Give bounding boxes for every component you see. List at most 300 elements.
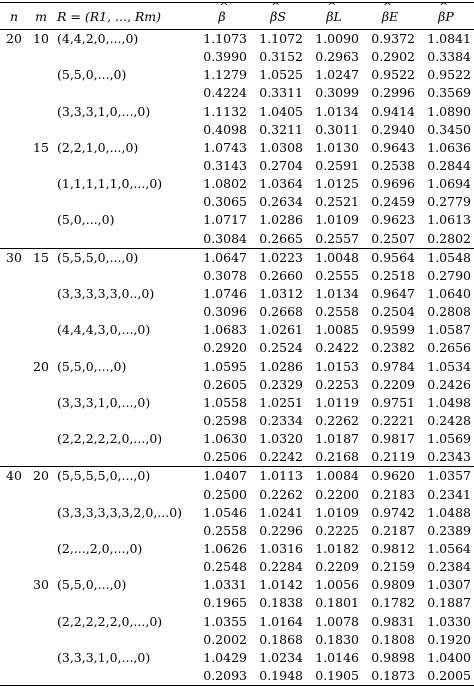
cell-m: [28, 285, 54, 303]
cell-beta-l: 0.1830: [315, 631, 359, 647]
cell-scheme: [54, 48, 194, 66]
cell-beta: 0.2506: [203, 449, 247, 465]
cell-scheme: (5,5,5,0,...,0): [57, 249, 139, 265]
cell-beta-l: 1.0182: [315, 541, 359, 556]
cell-beta-l: 1.0078: [315, 613, 359, 629]
cell-n: [0, 448, 28, 467]
cell-n: [0, 84, 28, 102]
cell-beta-e: 0.2538: [371, 158, 415, 174]
cell-beta-l: 1.0119: [315, 394, 359, 410]
cell-n: [0, 211, 28, 229]
cell-n: [0, 321, 28, 339]
cell-beta-e: 0.9620: [371, 468, 415, 484]
cell-n: [0, 175, 28, 193]
results-table: [0, 2, 474, 686]
cell-beta-p: 0.2802: [427, 230, 471, 246]
cell-n: [0, 267, 28, 285]
cell-beta-l: 1.0125: [315, 176, 359, 192]
cell-beta-p: 0.1920: [427, 631, 471, 647]
cell-n: [0, 430, 28, 448]
cell-scheme: (3,3,3,3,3,3,2,0,...0): [57, 504, 183, 520]
cell-beta: 0.3078: [203, 267, 247, 283]
cell-beta: 1.0802: [203, 176, 247, 192]
cell-scheme: [54, 193, 194, 211]
cell-beta-s: 0.1948: [259, 667, 303, 683]
cell-m: 20: [33, 358, 49, 374]
cell-m: [28, 66, 54, 84]
table-row: [0, 211, 474, 229]
cell-n: [0, 594, 28, 612]
cell-beta-s: 1.0364: [259, 176, 303, 192]
cell-n: [0, 230, 28, 249]
cell-beta-s: 0.3211: [259, 121, 303, 137]
cell-beta-l: 1.0085: [315, 322, 359, 338]
header-beta: ^ β: [194, 3, 250, 30]
cell-beta: 1.0595: [203, 358, 247, 374]
cell-beta-e: 0.9809: [371, 577, 415, 593]
cell-beta-e: 0.2119: [371, 449, 415, 465]
table-row: [0, 303, 474, 321]
cell-beta-s: 0.2634: [259, 194, 303, 210]
cell-n: [0, 303, 28, 321]
cell-beta-l: 0.2555: [315, 267, 359, 283]
cell-beta-s: 1.0525: [259, 67, 303, 83]
cell-beta-p: 1.0890: [427, 103, 471, 119]
cell-beta-l: 0.3099: [315, 85, 359, 101]
table-row: [0, 613, 474, 631]
cell-beta-p: 1.0613: [427, 212, 471, 228]
cell-scheme: (5,5,0,...,0): [57, 577, 127, 593]
cell-beta: 0.2548: [203, 559, 247, 575]
cell-scheme: [54, 412, 194, 430]
cell-beta-p: 1.0330: [427, 613, 471, 629]
cell-beta: 0.2598: [203, 413, 247, 429]
table-row: [0, 48, 474, 66]
cell-beta-s: 0.2668: [259, 304, 303, 320]
cell-beta-s: 1.0164: [259, 613, 303, 629]
cell-beta-e: 0.2940: [371, 121, 415, 137]
cell-beta-p: 1.0534: [427, 358, 471, 374]
table-row: [0, 248, 474, 267]
table-row: [0, 558, 474, 576]
cell-beta-p: 0.2005: [427, 667, 471, 683]
cell-scheme: [54, 339, 194, 357]
cell-beta-p: 0.9522: [427, 67, 471, 83]
cell-beta-l: 1.0134: [315, 286, 359, 302]
cell-beta-e: 0.9742: [371, 504, 415, 520]
cell-beta-l: 0.2225: [315, 522, 359, 538]
header-scheme: R = (R1, ..., Rm): [57, 8, 162, 24]
cell-scheme: [54, 558, 194, 576]
cell-n: [0, 193, 28, 211]
cell-beta-p: 0.3384: [427, 49, 471, 65]
cell-beta-l: 0.2253: [315, 376, 359, 392]
cell-m: 10: [33, 31, 49, 47]
cell-beta-l: 1.0146: [315, 649, 359, 665]
cell-scheme: (5,0,...,0): [57, 212, 115, 228]
cell-scheme: (1,1,1,1,1,0,...,0): [57, 176, 163, 192]
cell-beta-s: 0.2334: [259, 413, 303, 429]
cell-beta: 0.2558: [203, 522, 247, 538]
table-row: [0, 467, 474, 486]
cell-beta-p: 0.2426: [427, 376, 471, 392]
cell-beta: 0.2920: [203, 340, 247, 356]
cell-beta-p: 0.2844: [427, 158, 471, 174]
cell-m: 20: [33, 468, 49, 484]
cell-beta-p: 0.2384: [427, 559, 471, 575]
cell-beta-p: 0.2808: [427, 304, 471, 320]
header-beta-e: ^ βE: [362, 3, 418, 30]
cell-beta-s: 0.2262: [259, 486, 303, 502]
cell-scheme: [54, 486, 194, 504]
cell-beta-e: 0.1782: [371, 595, 415, 611]
cell-beta-l: 0.3011: [315, 121, 359, 137]
cell-beta-e: 0.9647: [371, 286, 415, 302]
cell-beta-p: 0.2779: [427, 194, 471, 210]
cell-beta-s: 1.0223: [259, 249, 303, 265]
cell-m: [28, 48, 54, 66]
cell-beta-p: 1.0357: [427, 468, 471, 484]
cell-n: [0, 540, 28, 558]
cell-n: [0, 157, 28, 175]
cell-m: [28, 430, 54, 448]
table-row: [0, 230, 474, 249]
cell-beta-l: 0.2209: [315, 559, 359, 575]
cell-beta-p: 0.2656: [427, 340, 471, 356]
cell-beta: 0.2002: [203, 631, 247, 647]
cell-beta: 0.2500: [203, 486, 247, 502]
cell-scheme: [54, 631, 194, 649]
table-row: [0, 193, 474, 211]
table-row: [0, 667, 474, 686]
cell-scheme: [54, 667, 194, 686]
cell-beta: 1.0407: [203, 468, 247, 484]
header-n: n: [9, 8, 19, 24]
cell-m: [28, 504, 54, 522]
cell-m: [28, 211, 54, 229]
cell-beta: 0.3143: [203, 158, 247, 174]
cell-beta-l: 0.2521: [315, 194, 359, 210]
cell-beta: 1.0546: [203, 504, 247, 520]
cell-beta-s: 0.1868: [259, 631, 303, 647]
cell-scheme: (2,...,2,0,...,0): [57, 541, 143, 556]
cell-beta-e: 0.2996: [371, 85, 415, 101]
cell-beta-s: 1.0405: [259, 103, 303, 119]
cell-n: [0, 376, 28, 394]
cell-beta: 1.0331: [203, 577, 247, 593]
cell-m: [28, 175, 54, 193]
cell-beta-s: 1.0308: [259, 139, 303, 155]
table-row: [0, 358, 474, 376]
cell-beta-p: 0.2428: [427, 413, 471, 429]
cell-m: [28, 448, 54, 467]
cell-beta-p: 0.2790: [427, 267, 471, 283]
cell-n: 20: [6, 31, 22, 47]
cell-beta-p: 1.0400: [427, 649, 471, 665]
cell-scheme: [54, 594, 194, 612]
cell-beta-p: 1.0841: [427, 31, 471, 47]
cell-scheme: (3,3,3,1,0,...,0): [57, 103, 151, 119]
cell-beta-l: 0.2200: [315, 486, 359, 502]
cell-beta-l: 1.0056: [315, 577, 359, 593]
cell-scheme: (3,3,3,1,0,...,0): [57, 649, 151, 665]
cell-scheme: (5,5,0,...,0): [57, 358, 127, 374]
cell-scheme: (2,2,2,2,2,0,...,0): [57, 431, 163, 447]
cell-beta-e: 0.2159: [371, 559, 415, 575]
cell-beta-s: 1.0316: [259, 541, 303, 556]
cell-beta-s: 1.1072: [259, 31, 303, 47]
table-row: [0, 594, 474, 612]
cell-m: [28, 613, 54, 631]
cell-beta-l: 1.0048: [315, 249, 359, 265]
cell-beta: 1.0647: [203, 249, 247, 265]
cell-beta: 1.1073: [203, 31, 247, 47]
cell-beta-s: 1.0320: [259, 431, 303, 447]
cell-beta-s: 1.0312: [259, 286, 303, 302]
cell-beta-e: 0.9414: [371, 103, 415, 119]
cell-beta-s: 0.2242: [259, 449, 303, 465]
cell-scheme: (2,2,2,2,2,0,...,0): [57, 613, 163, 629]
cell-beta: 1.0717: [203, 212, 247, 228]
cell-beta-e: 0.9831: [371, 613, 415, 629]
cell-scheme: [54, 376, 194, 394]
cell-n: [0, 576, 28, 594]
cell-beta-e: 0.9522: [371, 67, 415, 83]
cell-beta: 0.3096: [203, 304, 247, 320]
cell-beta-l: 1.0109: [315, 504, 359, 520]
cell-m: [28, 303, 54, 321]
cell-m: [28, 649, 54, 667]
table-row: [0, 540, 474, 558]
cell-beta: 1.0683: [203, 322, 247, 338]
cell-scheme: (3,3,3,1,0,...,0): [57, 394, 151, 410]
cell-m: [28, 84, 54, 102]
cell-beta-e: 0.9784: [371, 358, 415, 374]
table-row: [0, 576, 474, 594]
cell-beta-e: 0.9696: [371, 176, 415, 192]
cell-n: [0, 358, 28, 376]
table-row: [0, 66, 474, 84]
table-row: [0, 30, 474, 49]
cell-scheme: (4,4,4,3,0,...,0): [57, 322, 151, 338]
table-row: [0, 157, 474, 175]
cell-beta-s: 0.2704: [259, 158, 303, 174]
cell-n: [0, 486, 28, 504]
cell-beta-l: 0.2963: [315, 49, 359, 65]
cell-n: [0, 103, 28, 121]
cell-beta-e: 0.9599: [371, 322, 415, 338]
cell-m: [28, 412, 54, 430]
cell-beta: 0.4098: [203, 121, 247, 137]
cell-beta-p: 0.2389: [427, 522, 471, 538]
cell-beta-l: 1.0090: [315, 31, 359, 47]
cell-scheme: [54, 230, 194, 249]
cell-beta-e: 0.9898: [371, 649, 415, 665]
header-beta-s: ^ βS: [250, 3, 306, 30]
table-row: [0, 103, 474, 121]
cell-beta-e: 0.1873: [371, 667, 415, 683]
cell-beta-e: 0.2382: [371, 340, 415, 356]
cell-m: 15: [33, 139, 49, 155]
cell-beta-e: 0.9564: [371, 249, 415, 265]
cell-scheme: (4,4,2,0,...,0): [57, 31, 139, 47]
cell-beta-l: 0.2422: [315, 340, 359, 356]
cell-beta-s: 0.2524: [259, 340, 303, 356]
cell-m: 30: [33, 577, 49, 593]
cell-beta-s: 0.2329: [259, 376, 303, 392]
cell-beta-s: 0.3152: [259, 49, 303, 65]
cell-beta: 0.3065: [203, 194, 247, 210]
cell-beta-l: 1.0187: [315, 431, 359, 447]
cell-beta-l: 0.2591: [315, 158, 359, 174]
cell-beta-l: 0.2262: [315, 413, 359, 429]
cell-beta-e: 0.9812: [371, 541, 415, 556]
cell-n: 30: [6, 249, 22, 265]
cell-beta-p: 1.0307: [427, 577, 471, 593]
cell-beta: 1.1279: [203, 67, 247, 83]
cell-beta: 0.1965: [203, 595, 247, 611]
cell-beta: 0.2093: [203, 667, 247, 683]
cell-n: [0, 667, 28, 686]
cell-beta-e: 0.2902: [371, 49, 415, 65]
cell-beta-s: 0.1838: [259, 595, 303, 611]
cell-beta-p: 1.0587: [427, 322, 471, 338]
cell-n: [0, 649, 28, 667]
cell-beta-s: 1.0241: [259, 504, 303, 520]
cell-scheme: [54, 448, 194, 467]
cell-beta-s: 1.0286: [259, 212, 303, 228]
cell-beta-p: 1.0548: [427, 249, 471, 265]
cell-beta-s: 1.0142: [259, 577, 303, 593]
cell-n: [0, 139, 28, 157]
cell-beta-e: 0.2221: [371, 413, 415, 429]
cell-m: [28, 103, 54, 121]
table-row: [0, 486, 474, 504]
cell-beta-l: 1.0109: [315, 212, 359, 228]
cell-beta-e: 0.2507: [371, 230, 415, 246]
cell-beta-e: 0.2504: [371, 304, 415, 320]
cell-beta-s: 0.2284: [259, 559, 303, 575]
cell-beta-s: 0.2665: [259, 230, 303, 246]
cell-beta-l: 0.2557: [315, 230, 359, 246]
cell-beta: 0.4224: [203, 85, 247, 101]
cell-beta-l: 0.1905: [315, 667, 359, 683]
cell-beta-l: 1.0134: [315, 103, 359, 119]
cell-beta-s: 0.2660: [259, 267, 303, 283]
cell-beta: 0.3084: [203, 230, 247, 246]
table-row: [0, 504, 474, 522]
table-row: [0, 649, 474, 667]
cell-beta-s: 1.0261: [259, 322, 303, 338]
cell-scheme: [54, 267, 194, 285]
table-row: [0, 339, 474, 357]
cell-beta: 1.0746: [203, 286, 247, 302]
cell-n: [0, 339, 28, 357]
cell-n: [0, 558, 28, 576]
cell-beta: 1.1132: [203, 103, 247, 119]
cell-beta-l: 1.0153: [315, 358, 359, 374]
cell-beta-p: 1.0569: [427, 431, 471, 447]
cell-beta-e: 0.9643: [371, 139, 415, 155]
cell-n: [0, 121, 28, 139]
cell-beta: 1.0630: [203, 431, 247, 447]
cell-m: [28, 157, 54, 175]
cell-scheme: (2,2,1,0,...,0): [57, 139, 139, 155]
cell-m: [28, 631, 54, 649]
cell-m: [28, 267, 54, 285]
cell-m: [28, 230, 54, 249]
cell-beta-p: 0.3569: [427, 85, 471, 101]
table-row: [0, 285, 474, 303]
cell-beta-p: 1.0564: [427, 541, 471, 556]
cell-scheme: (5,5,5,5,0,...,0): [57, 468, 151, 484]
table-row: [0, 412, 474, 430]
cell-beta-s: 1.0286: [259, 358, 303, 374]
table-row: [0, 139, 474, 157]
cell-beta: 0.2605: [203, 376, 247, 392]
cell-beta-s: 1.0234: [259, 649, 303, 665]
cell-beta: 1.0743: [203, 139, 247, 155]
cell-beta-l: 0.2168: [315, 449, 359, 465]
table-row: [0, 394, 474, 412]
table-row: [0, 430, 474, 448]
cell-beta-e: 0.9372: [371, 31, 415, 47]
cell-beta-s: 1.0251: [259, 394, 303, 410]
cell-beta: 0.3990: [203, 49, 247, 65]
table-header: [0, 3, 474, 30]
cell-beta-e: 0.2187: [371, 522, 415, 538]
cell-beta-l: 1.0247: [315, 67, 359, 83]
cell-beta-s: 0.3311: [259, 85, 303, 101]
cell-m: [28, 486, 54, 504]
cell-beta-p: 1.0636: [427, 139, 471, 155]
table-row: [0, 84, 474, 102]
table-row: [0, 267, 474, 285]
cell-n: [0, 394, 28, 412]
cell-m: [28, 321, 54, 339]
cell-m: [28, 667, 54, 686]
cell-n: [0, 48, 28, 66]
cell-beta-e: 0.2209: [371, 376, 415, 392]
header-m: m: [35, 8, 47, 24]
cell-scheme: [54, 303, 194, 321]
cell-beta: 1.0355: [203, 613, 247, 629]
cell-m: [28, 339, 54, 357]
cell-scheme: (5,5,0,...,0): [57, 67, 127, 83]
cell-scheme: [54, 157, 194, 175]
cell-beta-e: 0.9623: [371, 212, 415, 228]
cell-m: [28, 121, 54, 139]
cell-m: [28, 376, 54, 394]
cell-n: [0, 522, 28, 540]
cell-m: 15: [33, 249, 49, 265]
cell-beta-l: 1.0084: [315, 468, 359, 484]
table-row: [0, 121, 474, 139]
cell-m: [28, 193, 54, 211]
cell-m: [28, 558, 54, 576]
cell-beta-p: 0.2343: [427, 449, 471, 465]
table-row: [0, 631, 474, 649]
cell-beta-p: 1.0640: [427, 286, 471, 302]
cell-beta-e: 0.2459: [371, 194, 415, 210]
cell-scheme: (3,3,3,3,3,0..,0): [57, 286, 155, 302]
cell-beta-e: 0.9751: [371, 394, 415, 410]
cell-scheme: [54, 84, 194, 102]
table-row: [0, 522, 474, 540]
cell-beta-p: 0.1887: [427, 595, 471, 611]
cell-beta-e: 0.2518: [371, 267, 415, 283]
cell-beta-e: 0.1808: [371, 631, 415, 647]
